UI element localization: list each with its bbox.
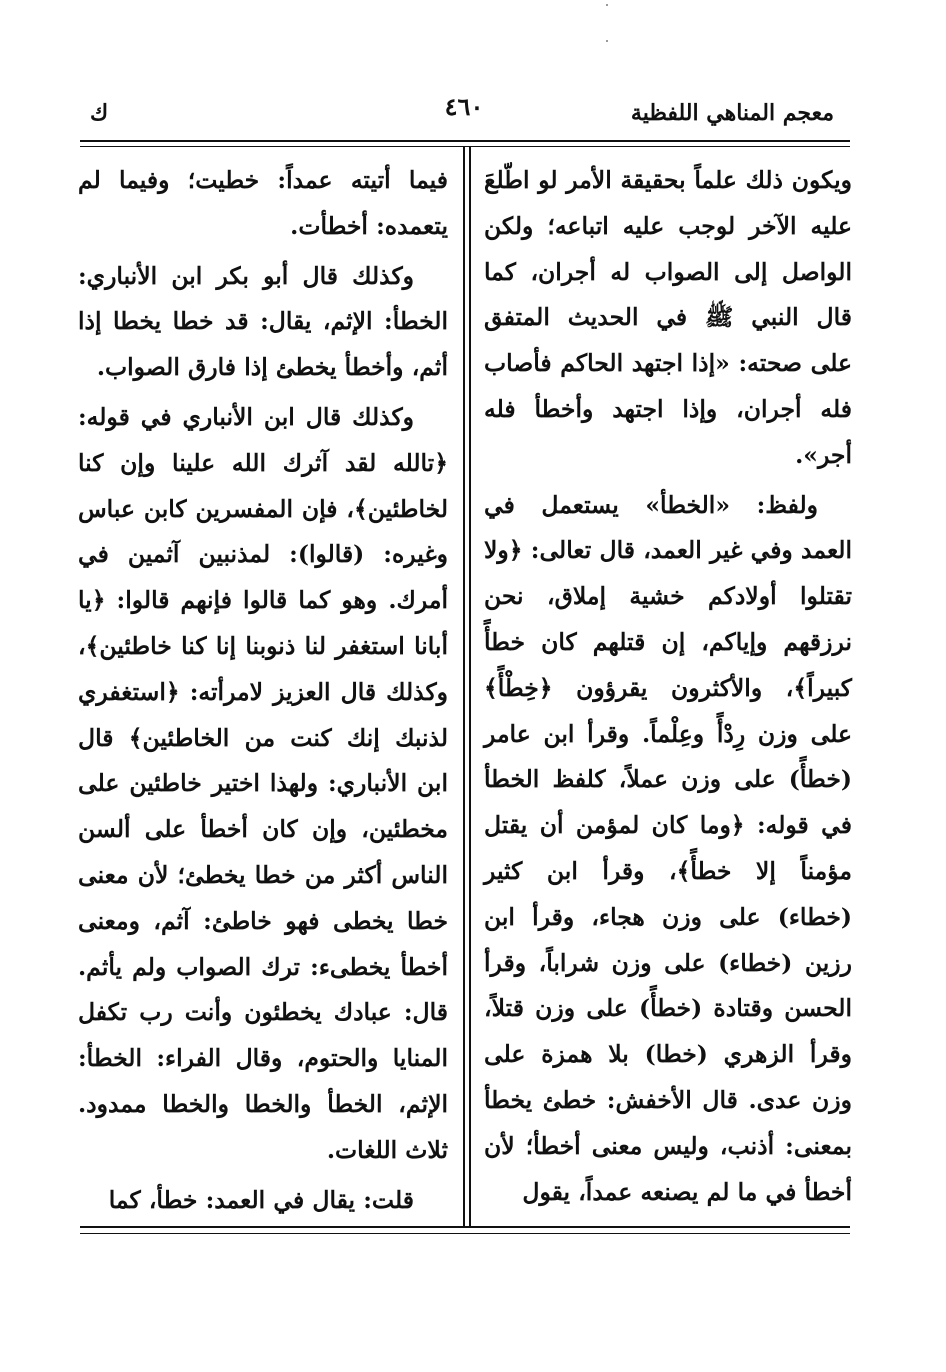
column-divider-right: [469, 146, 471, 1226]
column-divider-left: [463, 146, 465, 1226]
paragraph: ويكون ذلك علماً بحقيقة الأمر لو اطّلعَ عليه الآخر لوجب عليه اتباعه؛ ولكن الواصل إلى الصواب له أجران، كما قال النبي ﷺ في الحديث المتفق على صحته: «إذا اجتهد الحاكم فأصاب فله أجران، وإذا اجتهد وأخطأ فله أجر».: [484, 166, 852, 469]
page-header: [80, 92, 848, 138]
paragraph: وكذلك قال ابن الأنباري في قوله: ﴿تالله لقد آثرك الله علينا وإن كنا لخاطئين﴾، فإن المفسرين كابن عباس وغيره: (قالوا): لمذنبين آثمين في أمرك. وهو كما قالوا فإنهم قالوا: ﴿يا أبانا استغفر لنا ذنوبنا إنا كنا خاطئين﴾، وكذلك قال العزيز لامرأته: ﴿استغفري لذنبك إنك كنت من الخاطئين﴾ قال ابن الأنباري: ولهذا اختير خاطئين على مخطئين، وإن كان أخطأ على ألسن الناس أكثر من خطا يخطئ؛ لأن معنى خطا يخطى فهو خاطئ: آثم، ومعنى أخطأ يخطىء: ترك الصواب ولم يأثم. قال: عبادك يخطئون وأنت رب تكفل المنايا والحتوم، وقال الفراء: الخطأ: الإثم، الخطأ والخطا والخطا ممدود. ثلاث اللغات.: [78, 402, 448, 1164]
paragraph: فيما أتيته عمداً: خطيت؛ وفيما لم يتعمده: أخطأت.: [78, 166, 448, 240]
scan-speck: [606, 40, 608, 42]
page-number: ٤٦٠: [444, 92, 484, 121]
scan-speck: [606, 4, 608, 6]
left-column: [78, 158, 448, 1223]
paragraph: قلت: يقال في العمد: خطأ، كما: [108, 1185, 414, 1214]
section-letter: ك: [90, 100, 109, 126]
paragraph: ولفظ: «الخطأ» يستعمل في العمد وفي غير العمد، قال تعالى: ﴿ولا تقتلوا أولادكم خشية إملاق، نحن نرزقهم وإياكم، إن قتلهم كان خطأً كبيراً﴾، والأكثرون يقرؤون ﴿خِطْأً﴾ على وزن رِدْأً وعِلْماً. وقرأ ابن عامر (خطأً) على وزن عملاً، كلفظ الخطأ في قوله: ﴿وما كان لمؤمن أن يقتل مؤمناً إلا خطأً﴾، وقرأ ابن كثير (خطاء) على وزن هجاء، وقرأ ابن رزين (خطاء) على وزن شراباً، وقرأ الحسن وقتادة (خطأً) على وزن قتلاً، وقرأ الزهري (خطا) بلا همزة على وزن عدى. قال الأخفش: خطئ يخطأ بمعنى: أذنب، وليس معنى أخطأ؛ لأن أخطأ في ما لم يصنعه عمداً، يقول: [484, 490, 852, 1206]
header-rule-top: [80, 140, 850, 142]
right-column: [484, 158, 852, 1215]
footer-rule-bottom: [80, 1233, 850, 1234]
book-title: معجم المناهي اللفظية: [630, 100, 834, 126]
header-rule-bottom: [80, 146, 850, 147]
paragraph: وكذلك قال أبو بكر ابن الأنباري: الخطأ: الإثم، يقال: قد خطا يخطا إذا أثم، وأخطأ يخطئ إذا فارق الصواب.: [78, 261, 448, 382]
footer-rule-top: [80, 1226, 850, 1228]
